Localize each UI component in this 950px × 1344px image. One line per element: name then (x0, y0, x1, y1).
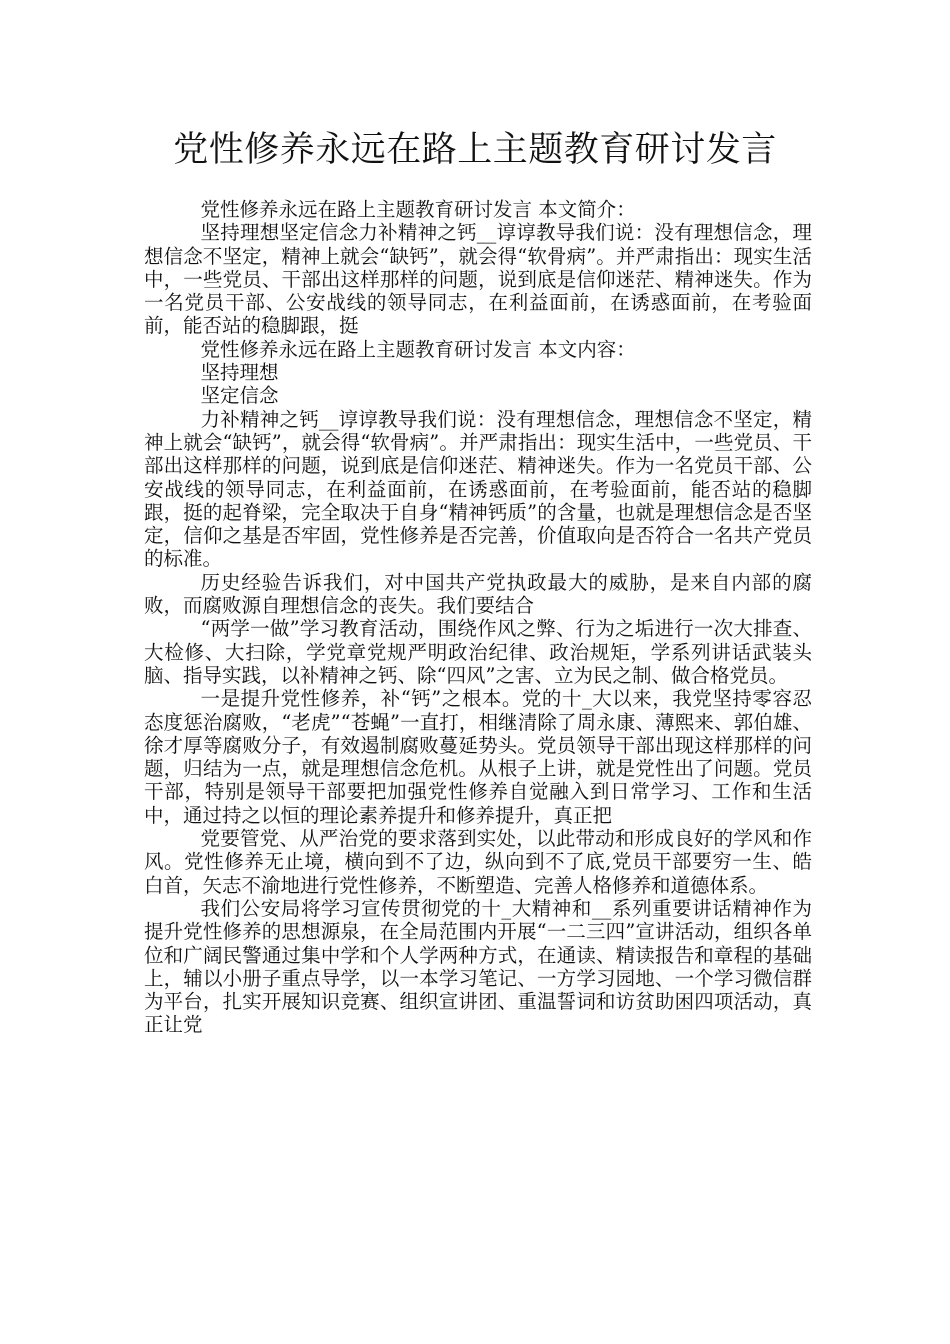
document-title: 党性修养永远在路上主题教育研讨发言 (173, 130, 777, 170)
intro-line: 党性修养永远在路上主题教育研讨发言 本文简介： (200, 198, 636, 221)
content-heading: 党性修养永远在路上主题教育研讨发言 本文内容： (200, 337, 636, 361)
body-paragraph: “两学一做”学习教育活动，围绕作风之弊、行为之垢进行一次大排查、大检修、大扫除，学党章党规严明政治纪律、政治规矩，学系列讲话武装头脑、指导实践，以补精神之钙、除“四风”之害、立为民之制、做合格党员。 (144, 617, 812, 687)
summary-paragraph: 坚持理想坚定信念力补精神之钙__谆谆教导我们说：没有理想信念，理想信念不坚定，精神上就会“缺钙”，就会得“软骨病”。并严肃指出：现实生活中，一些党员、干部出这样那样的问题，说到底是信仰迷茫、精神迷失。作为一名党员干部、公安战线的领导同志，在利益面前，在诱惑面前，在考验面前，能否站的稳脚跟，挺 (144, 221, 812, 338)
subheading-ideal: 坚持理想 (200, 361, 279, 385)
body-paragraph: 党要管党、从严治党的要求落到实处，以此带动和形成良好的学风和作风。党性修养无止境，横向到不了边，纵向到不了底,党员干部要穷一生、皓白首，矢志不渝地进行党性修养，不断塑造、完善人格修养和道德体系。 (144, 827, 812, 897)
subheading-belief: 坚定信念 (200, 384, 279, 408)
body-paragraph: 一是提升党性修养，补“钙”之根本。党的十_大以来，我党坚持零容忍态度惩治腐败，“老虎”“苍蝇”一直打，相继清除了周永康、薄熙来、郭伯雄、徐才厚等腐败分子，有效遏制腐败蔓延势头。党员领导干部出现这样那样的问题，归结为一点，就是理想信念危机。从根子上讲，就是党性出了问题。党员干部，特别是领导干部要把加强党性修养自觉融入到日常学习、工作和生活中，通过持之以恒的理论素养提升和修养提升，真正把 (144, 687, 812, 827)
body-paragraph: 力补精神之钙__谆谆教导我们说：没有理想信念，理想信念不坚定，精神上就会“缺钙”，就会得“软骨病”。并严肃指出：现实生活中，一些党员、干部出这样那样的问题，说到底是信仰迷茫、精神迷失。作为一名党员干部、公安战线的领导同志，在利益面前，在诱惑面前，在考验面前，能否站的稳脚跟，挺的起脊梁，完全取决于自身“精神钙质”的含量，也就是理想信念是否坚定，信仰之基是否牢固，党性修养是否完善，价值取向是否符合一名共产党员的标准。 (144, 407, 812, 571)
document-body (144, 198, 812, 1037)
body-paragraph: 我们公安局将学习宣传贯彻党的十_大精神和__系列重要讲话精神作为提升党性修养的思想源泉，在全局范围内开展“一二三四”宣讲活动，组织各单位和广阔民警通过集中学和个人学两种方式，在通读、精读报告和章程的基础上，辅以小册子重点导学，以一本学习笔记、一方学习园地、一个学习微信群为平台，扎实开展知识竞赛、组织宣讲团、重温誓词和访贫助困四项活动，真正让党 (144, 896, 812, 1037)
body-paragraph: 历史经验告诉我们，对中国共产党执政最大的威胁，是来自内部的腐败，而腐败源自理想信念的丧失。我们要结合 (144, 570, 812, 618)
